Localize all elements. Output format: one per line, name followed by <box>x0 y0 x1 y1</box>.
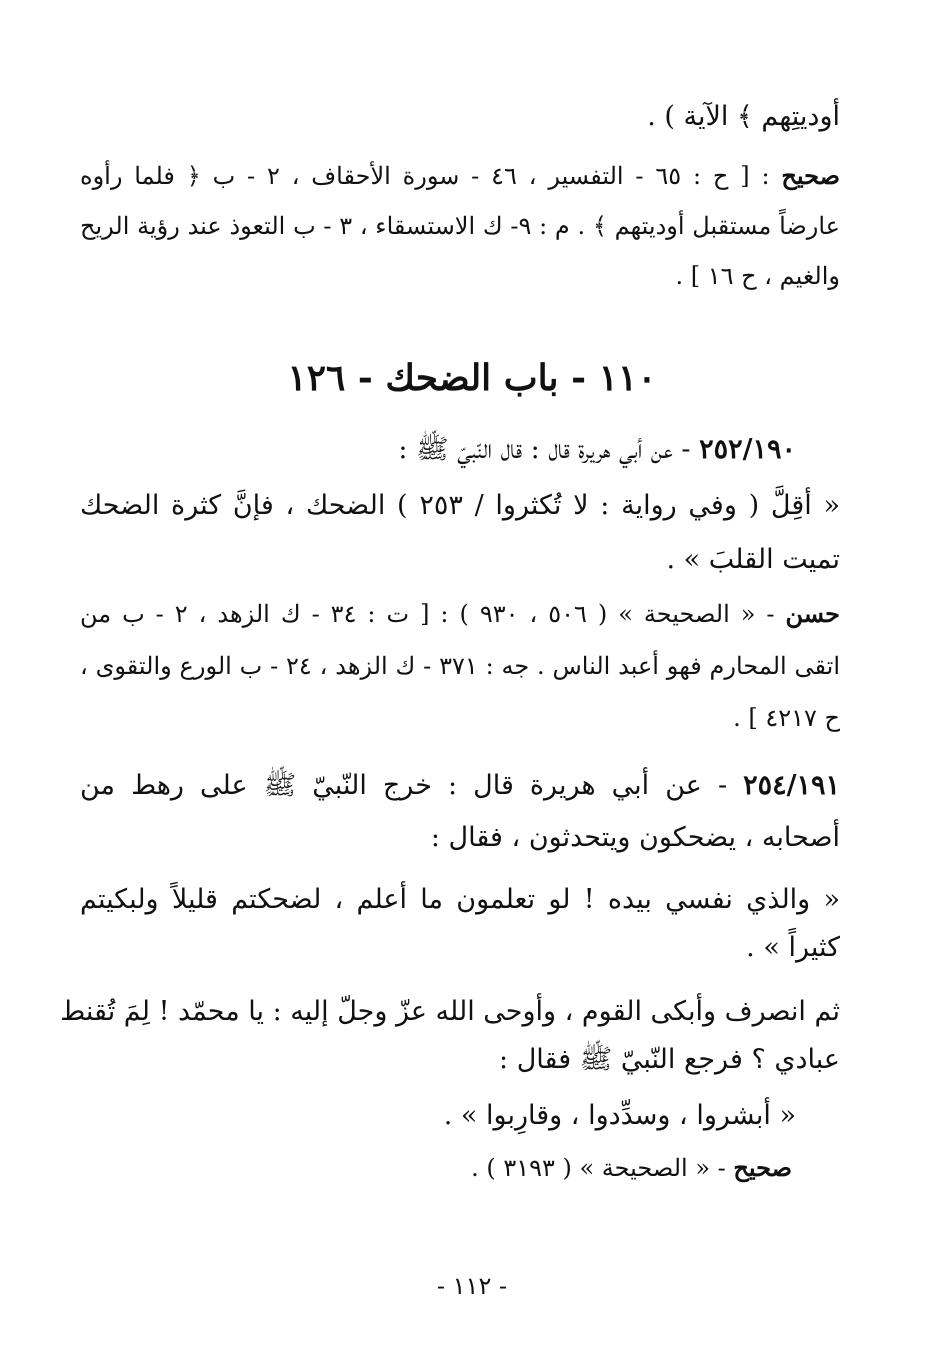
hadith-191-text-line-1: « والذي نفسي بيده ! لو تعلمون ما أعلم ، لضحكتم قليلاً ولبكيتم <box>80 884 840 915</box>
reference-text: : [ ح : ٦٥ - التفسير ، ٤٦ - سورة الأحقاف ، ٢ - ب ﴿ فلما رأوه <box>80 162 770 190</box>
source-note-2-line-3: ح ٤٢١٧ ] . <box>733 704 840 732</box>
hadith-191-narration-line-1: ثم انصرف وأبكى القوم ، وأوحى الله عزّ وجلّ إليه : يا محمّد ! لِمَ تُقنط <box>60 996 840 1027</box>
hadith-number: ٢٥٤/١٩١ <box>743 770 840 801</box>
grade-label: حسن <box>785 599 840 628</box>
source-note-2-line-1 <box>80 594 840 634</box>
source-note-1-line-2: عارضاً مستقبل أوديتهم ﴾ . م : ٩- ك الاستسقاء ، ٣ - ب التعوذ عند رؤية الريح <box>80 212 840 240</box>
hadith-191-narration-line-2: عبادي ؟ فرجع النّبيّ ﷺ فقال : <box>499 1044 840 1075</box>
hadith-intro-text: - عن أبي هريرة قال : قال النّبيّ ﷺ : <box>398 434 691 465</box>
hadith-intro-text: - عن أبي هريرة قال : خرج النّبيّ ﷺ على رهط من <box>80 770 728 801</box>
hadith-191-text-2: « أبشروا ، وسدِّدوا ، وقارِبوا » . <box>443 1100 796 1131</box>
reference-text: - « الصحيحة » ( ٥٠٦ ، ٩٣٠ ) : [ ت : ٣٤ - ك الزهد ، ٢ - ب من <box>80 600 775 628</box>
hadith-191-intro <box>80 766 840 806</box>
hadith-number: ٢٥٢/١٩٠ <box>699 434 796 465</box>
grade-label: صحيح <box>781 161 840 190</box>
hadith-191-grade-line <box>471 1148 792 1188</box>
source-note-1-line-1 <box>80 156 840 196</box>
source-note-1-line-3: والغيم ، ح ١٦ ] . <box>675 262 840 290</box>
hadith-190-text-line-2: تميت القلبَ » . <box>666 544 840 575</box>
grade-label: صحيح <box>733 1153 792 1182</box>
continuation-line: أوديتِهم ﴾ الآية ) . <box>647 101 840 132</box>
source-note-2-line-2: اتقى المحارم فهو أعبد الناس . جه : ٣٧١ - ك الزهد ، ٢٤ - ب الورع والتقوى ، <box>80 652 840 680</box>
reference-text: - « الصحيحة » ( ٣١٩٣ ) . <box>471 1154 726 1182</box>
hadith-190-text-line-1: « أقِلَّ ( وفي رواية : لا تُكثروا / ٢٥٣ ) الضحك ، فإنَّ كثرة الضحك <box>80 490 840 521</box>
hadith-190-intro <box>398 430 796 470</box>
page-number: - ١١٢ - <box>436 1272 508 1300</box>
hadith-191-intro-line-2: أصحابه ، يضحكون ويتحدثون ، فقال : <box>430 822 840 853</box>
chapter-heading: ١١٠ - باب الضحك - ١٢٦ <box>287 357 657 399</box>
hadith-191-text-line-2: كثيراً » . <box>746 932 840 963</box>
